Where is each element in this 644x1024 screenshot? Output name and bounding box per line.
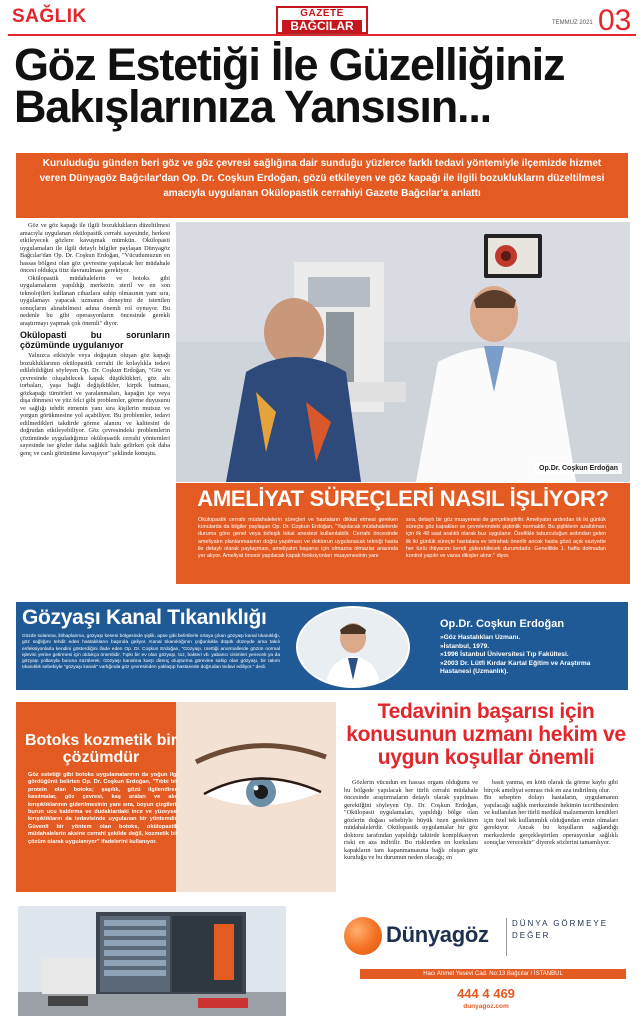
clinic-scene-illustration xyxy=(176,222,630,482)
eye-closeup-image xyxy=(176,702,336,892)
botox-text: Göz estetiği gibi botoks uygulamalarının da yoğun ilgi gördüğünü belirten Op. Dr. Coşkun Erdoğan, "Tıbbi bir protein olan botoks; şaşılık, gözü ilgilendiren kasılmalar, göz çevresi, kaş araları ve alın kırışıklıklarının giderilmesinin yanı sıra, boyun çizgileri, burun ucu kaldırma ve dudaklardaki ince ve yüzeysel kırışıklıkların da tedavisinde uygulanan bir yöntemdir. Güvenli bir yöntem olan botoks, okülopastik müdahalelerin aksine cerrahi şekilde değil, kozmetik bir çözüm olarak uygulanıyor" ifadelerini kullanıyor. xyxy=(28,772,178,845)
ad-slogan: DÜNYA GÖRMEYE DEĞER xyxy=(512,919,609,940)
newspaper-logo[interactable] xyxy=(276,6,368,34)
section-label: SAĞLIK xyxy=(12,6,87,27)
bio-item: » 2003 Dr. Lütfi Kırdar Kartal Eğitim ve Araştırma Hastanesi (Uzmanlık). xyxy=(440,660,620,677)
eye-illustration xyxy=(176,702,336,892)
paragraph: Gözlerin vücudun en hassas organı olduğunu ve bu bölgede yapılacak her türlü cerrahi müdahale öncesinde araştırmaların detaylı olarak yapılması gerektiğini söyleyen Op. Dr. Coşkun Erdoğan, "Okülopasti uygulamaları, yapıldığı bölge olan gözlerin doğası sebebiyle büyük özen gerektiren müdahalelerdir. Okülopastik uygulamalar bir göz doktoru tarafından yapıldığı taktirde komplikasyon riski en aza indirilir. Bu risklerden en korkulanı kapakların tam kapanmamasına bağlı oluşan göz kuruluğu ve bu durumun neden olacağı; en xyxy=(344,779,478,861)
ad-brand-name: Dünyagöz xyxy=(386,922,489,947)
photo-caption: Op.Dr. Coşkun Erdoğan xyxy=(535,463,622,474)
logo-tagline: Bağcılar'ın en büyük ve en çok okunan gazetesi xyxy=(290,33,354,36)
bio-item: » İstanbul, 1979. xyxy=(440,643,620,652)
tear-duct-text: Gözde sulanma, iltihaplanma, gözyaşı kesesi bölgesinde şişlik, apse gibi belirtilerle ortaya çıkan gözyaşı kanal tıkanıklığı, göz sağlığını tehdit eden hastalıkların başında geliyor. Kanal tıkanıklığının çoğunlukla düşük düzeyde ama takılı enfeksiyonlarla kendini gösterdiğini ifade eden Op. Dr. Coşkun Erdoğan, "Gözyaşı, ürettiği anormallerde gözün normal işlevini yerine getirmesi için oldukça önemlidir. Tıpkı bir ev olan gözyaşı, toz, bakteri vb. yabancı cisimleri yenecek ya da gözyaşı yollarıyla buruna süzülerek. Gözyaşı kanalına karşı direnç oluşturma görevine sahip olan gözyaşı, bir takım tıkanıklık sebebiyle "gözyaşı kanalı" varlığında göz çevresinden yaklaşıp hastanede doğrudan tedavi ediliyor." dedi. xyxy=(22,634,280,671)
doctor-portrait-illustration xyxy=(298,608,408,686)
paragraph: Okülopastik müdahalelerin ve botoks gibi uygulamaların yapıldığı merkezin steril ve en son teknolojileri kullanan cihazlara sahip olmasının yanı sıra, uygulamayı yapacak uzmanın deneyimi de istenilen sonuçların alınabilmesi adına önemli rol oynuyor. Bu nedenle bu gibi operasyonların öncesinde gerekli araştırmayı yapmak çok önemli" diyor. xyxy=(20,274,170,327)
surgery-section-title: AMELİYAT SÜREÇLERİ NASIL İŞLİYOR? xyxy=(197,486,609,511)
ad-website-link[interactable]: dunyagoz.com xyxy=(463,1003,509,1010)
article-title: Göz Estetiği İle Güzelliğiniz Bakışlarınıza Yansısın... xyxy=(14,39,565,132)
hospital-building-photo xyxy=(18,906,286,1016)
ad-divider xyxy=(506,918,507,956)
article-intro: Kuruluduğu günden beri göz ve göz çevresi sağlığına dair sunduğu yüzlerce farklı tedavi yöntemiyle ilçemizde hizmet veren Dünyagöz Bağcılar'dan Op. Dr. Coşkun Erdoğan, gözü etkileyen ve göz kapağı ile ilgili bozuklukların düzeltilmesi amacıyla uygulanan Okülopastik cerrahiyi Gazete Bağcılar'a anlattı xyxy=(16,153,628,218)
building-illustration xyxy=(18,906,286,1016)
paragraph: basit yanma, en kötü olarak da görme kaybı gibi birçok ameliyat sonrası risk en aza indirilmiş olur. Bu sebepten dolayı hastaların, uygulamanın yapılacağı sağlık merkezinde hekimin tecrübesinden ve kullanılan her türlü medikal malzemenin kendileri için özel tek kullanımlık olduğundan emin olmaları gerekiyor. Ancak bu koşulların sağlandığı merkezlerde gerçekleştirilen operasyonlar sağlıklı sonuçlar verecektir" diyerek sözlerini tamamlıyor. xyxy=(484,779,618,846)
lower-column-2 xyxy=(484,779,618,847)
dunyagoz-logo-icon xyxy=(344,917,382,955)
logo-bottom-text: BAĞCILAR xyxy=(282,20,362,32)
subheading: Okülopasti bu sorunların çözümünde uygulanıyor xyxy=(20,330,170,350)
left-column xyxy=(20,222,170,457)
bio-item: » 1996 İstanbul Üniversitesi Tıp Fakültesi. xyxy=(440,651,620,660)
botox-title: Botoks kozmetik bir çözümdür xyxy=(24,732,178,766)
ad-address: Hacı Ahmet Yesevi Cad. No:13 Bağcılar / İSTANBUL xyxy=(360,969,626,979)
surgery-column-1: Okülopastik cerrahi müdahalelerin süreçleri ve hastaların dikkat etmesi gereken konularda da bilgiler paylaşan Op. Dr. Coşkun Erdoğan, "Yapılacak müdahalelerde duruma göre genel veya birleşik lokal anestezi kullanılabilir. Cerrahi öncesinde ameliyatın planlanmasının doğru yapılması ve doktorun uygulanacak tekniği hasta ile detaylı olarak paylaşması, ameliyatın başarısı için olmazsa olmazlar arasında yer alıyor. Ameliyat öncesi yapılacak kapak fonksiyonları muayenesinin yanı xyxy=(198,517,398,560)
bio-list xyxy=(440,634,620,677)
page-number: 03 xyxy=(598,4,632,37)
paragraph: Göz ve göz kapağı ile ilgili bozuklukların düzeltilmesi amacıyla uygulanan okülopastik cerrahi sayesinde, herkesi etkileyecek gözlere kavuşmak mümkün. Okülopasti uygulamaları ile ilgili detaylı bilgiler paylaşan Dünyagöz Bağcılar'dan Op. Dr. Coşkun Erdoğan, "Vücudumuzun en hassas bölgesi olan göz çevresine yapılacak her müdahale öncesi oldukça titiz davranılması gerekiyor. xyxy=(20,222,170,274)
surgery-column-2: sıra, detaylı bir göz muayenesi de gerçekleştirilir. Ameliyatın ardından ilk iki günlük süreçte göz kapakları ve çevrelerindeki şişkinlik normaldir. Bu şişliklerin azaltılması için ilk 48 saat aralıklı olarak buz uygulanır. Özellikle taburculuğun ardından gelen ilk iki günlük süreçte hastalara ev istirahatı önerilir ancak hasta gözü açık vaziyette her türlü ihtiyacını kendi giderebilecek durumdadır. Genellikle 1. hafta dolmadan kontrol yapılır ve varsa dikişler alınır." diyor. xyxy=(406,517,606,560)
bio-item: » Göz Hastalıkları Uzmanı. xyxy=(440,634,620,643)
doctor-portrait xyxy=(296,606,410,688)
doctor-patient-photo xyxy=(176,222,630,482)
bio-name: Op.Dr. Coşkun Erdoğan xyxy=(440,618,565,630)
logo-top-text: GAZETE xyxy=(300,8,344,19)
issue-date: TEMMUZ 2021 xyxy=(552,20,593,26)
lower-section-title: Tedavinin başarısı için konusunun uzmanı hekim ve uygun koşullar önemli xyxy=(346,700,626,769)
lower-column-1 xyxy=(344,779,478,862)
ad-phone[interactable]: 444 4 469 xyxy=(457,986,515,1001)
tear-duct-title: Gözyaşı Kanal Tıkanıklığı xyxy=(22,606,267,629)
paragraph: Yalnızca etkisiyle veya doğuştan oluşan göz kapağı bozukluklarının okülopastik cerrahi ile kolaylıkla tedavi edilebildiğini söyleyen Op. Dr. Coşkun Erdoğan, "Göz ve çevresinde oluşabilecek kapak düşüklükleri, göz altı torbaları, yaşa bağlı değişiklikler, kirpik batması, gözkapağı tümörleri ve yaralanmaları, kapağın içe veya dışa dönmesi ve yüz felci gibi problemler, görme duyusunu ve sağlığı tehdit etmenin yanı sıra kişilerin mutsuz ve yorgun görükmesine yol açabiliyor. Bu problemler, tedavi edilmedikleri takdirde görme alanını ve kalitesini de doğrudan etkileyebiliyor. Göz çevresindeki problemlerin çözümünde uyguladığımız okülopastik cerrahi yöntemleri sayesinde ise gözler daha sağlıklı hale gelirken çok daha genç ve canlı görünüme kavuşuyor" şeklinde konuştu. xyxy=(20,352,170,457)
